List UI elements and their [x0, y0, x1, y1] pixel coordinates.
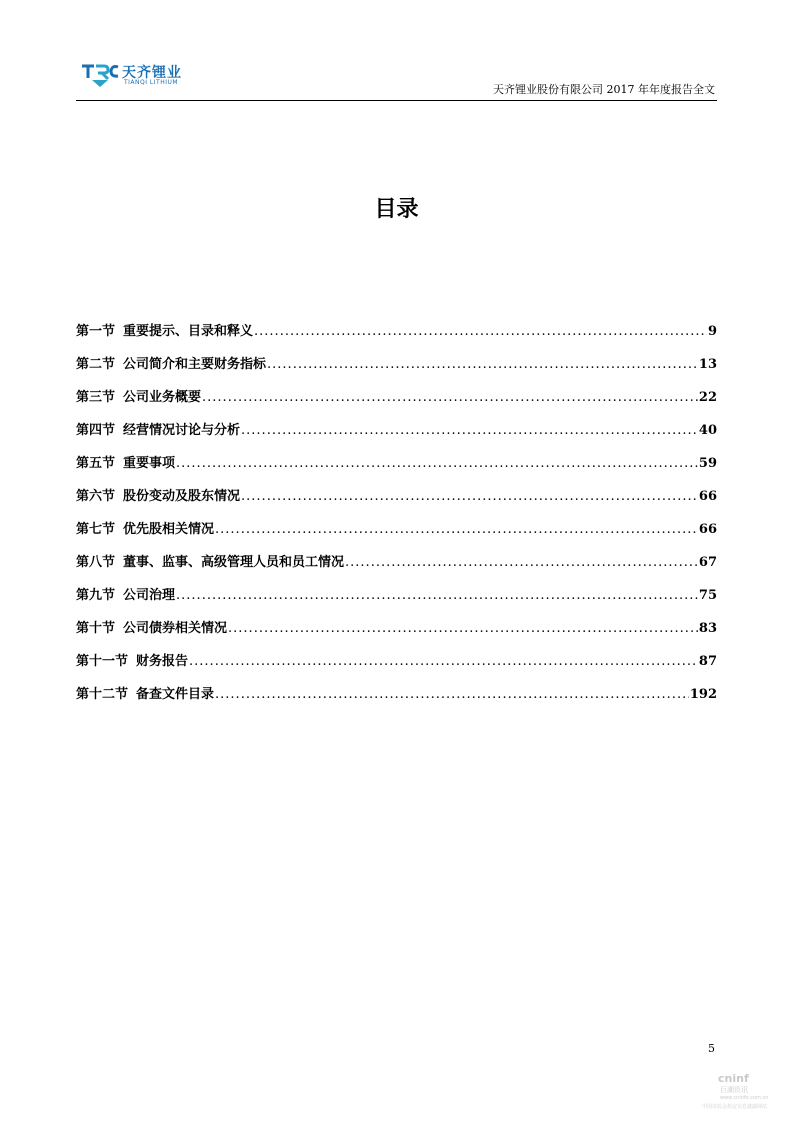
toc-leader-dots — [215, 687, 689, 702]
toc-leader-dots — [176, 456, 698, 471]
toc-entry[interactable] — [76, 584, 717, 617]
logo-mark-icon — [80, 60, 120, 88]
toc-section-number: 第二节 — [76, 357, 116, 372]
toc-page-number: 87 — [698, 654, 717, 669]
page-number: 5 — [708, 1042, 715, 1055]
report-title: 天齐锂业股份有限公司 2017 年年度报告全文 — [493, 83, 715, 96]
toc-entry[interactable] — [76, 320, 717, 353]
watermark-description: 中国证监会指定信息披露网站 — [702, 1104, 768, 1110]
toc-section-number: 第十一节 — [76, 654, 129, 669]
watermark-chinese-name: 巨潮资讯 — [720, 1086, 748, 1094]
toc-section-number: 第四节 — [76, 423, 116, 438]
toc-section-title: 股份变动及股东情况 — [123, 489, 241, 504]
toc-page-number: 192 — [689, 687, 717, 702]
cninfo-watermark — [700, 1070, 780, 1115]
toc-heading: 目录 — [374, 197, 419, 222]
toc-section-number: 第七节 — [76, 522, 116, 537]
toc-section-title: 备查文件目录 — [136, 687, 215, 702]
toc-leader-dots — [228, 621, 698, 636]
toc-page-number: 75 — [698, 588, 717, 603]
toc-section-number: 第一节 — [76, 324, 116, 339]
toc-section-number: 第六节 — [76, 489, 116, 504]
toc-leader-dots — [241, 423, 698, 438]
toc-entry[interactable] — [76, 452, 717, 485]
toc-entry[interactable] — [76, 683, 717, 716]
toc-page-number: 9 — [707, 324, 717, 339]
toc-page-number: 66 — [698, 522, 717, 537]
toc-section-title: 重要事项 — [123, 456, 176, 471]
toc-section-title: 公司治理 — [123, 588, 176, 603]
toc-section-number: 第八节 — [76, 555, 116, 570]
toc-page-number: 13 — [698, 357, 717, 372]
watermark-url: www.cninfo.com.cn — [720, 1095, 769, 1101]
toc-section-title: 重要提示、目录和释义 — [123, 324, 254, 339]
toc-leader-dots — [215, 522, 698, 537]
logo-chinese-text: 天齐锂业 — [122, 65, 182, 81]
toc-leader-dots — [202, 390, 698, 405]
toc-section-title: 公司业务概要 — [123, 390, 202, 405]
toc-page-number: 22 — [698, 390, 717, 405]
toc-section-title: 公司简介和主要财务指标 — [123, 357, 267, 372]
toc-entry[interactable] — [76, 650, 717, 683]
toc-entry[interactable] — [76, 518, 717, 551]
toc-page-number: 67 — [698, 555, 717, 570]
toc-section-title: 董事、监事、高级管理人员和员工情况 — [123, 555, 345, 570]
toc-page-number: 66 — [698, 489, 717, 504]
table-of-contents — [76, 320, 717, 716]
toc-section-number: 第五节 — [76, 456, 116, 471]
toc-section-title: 经营情况讨论与分析 — [123, 423, 241, 438]
toc-section-number: 第九节 — [76, 588, 116, 603]
toc-leader-dots — [345, 555, 698, 570]
toc-section-title: 财务报告 — [136, 654, 189, 669]
toc-entry[interactable] — [76, 386, 717, 419]
toc-section-title: 公司债券相关情况 — [123, 621, 228, 636]
toc-section-number: 第十节 — [76, 621, 116, 636]
toc-entry[interactable] — [76, 419, 717, 452]
watermark-brand: cninf — [718, 1072, 749, 1085]
toc-section-title: 优先股相关情况 — [123, 522, 215, 537]
toc-page-number: 40 — [698, 423, 717, 438]
logo-english-text: TIANQI LITHIUM — [124, 79, 179, 86]
toc-entry[interactable] — [76, 551, 717, 584]
toc-entry[interactable] — [76, 485, 717, 518]
page-header — [76, 58, 717, 101]
toc-leader-dots — [241, 489, 698, 504]
toc-leader-dots — [254, 324, 707, 339]
toc-page-number: 83 — [698, 621, 717, 636]
toc-entry[interactable] — [76, 617, 717, 650]
toc-section-number: 第十二节 — [76, 687, 129, 702]
toc-page-number: 59 — [698, 456, 717, 471]
toc-leader-dots — [267, 357, 698, 372]
toc-leader-dots — [189, 654, 698, 669]
toc-section-number: 第三节 — [76, 390, 116, 405]
toc-entry[interactable] — [76, 353, 717, 386]
company-logo — [80, 60, 240, 90]
toc-leader-dots — [176, 588, 698, 603]
